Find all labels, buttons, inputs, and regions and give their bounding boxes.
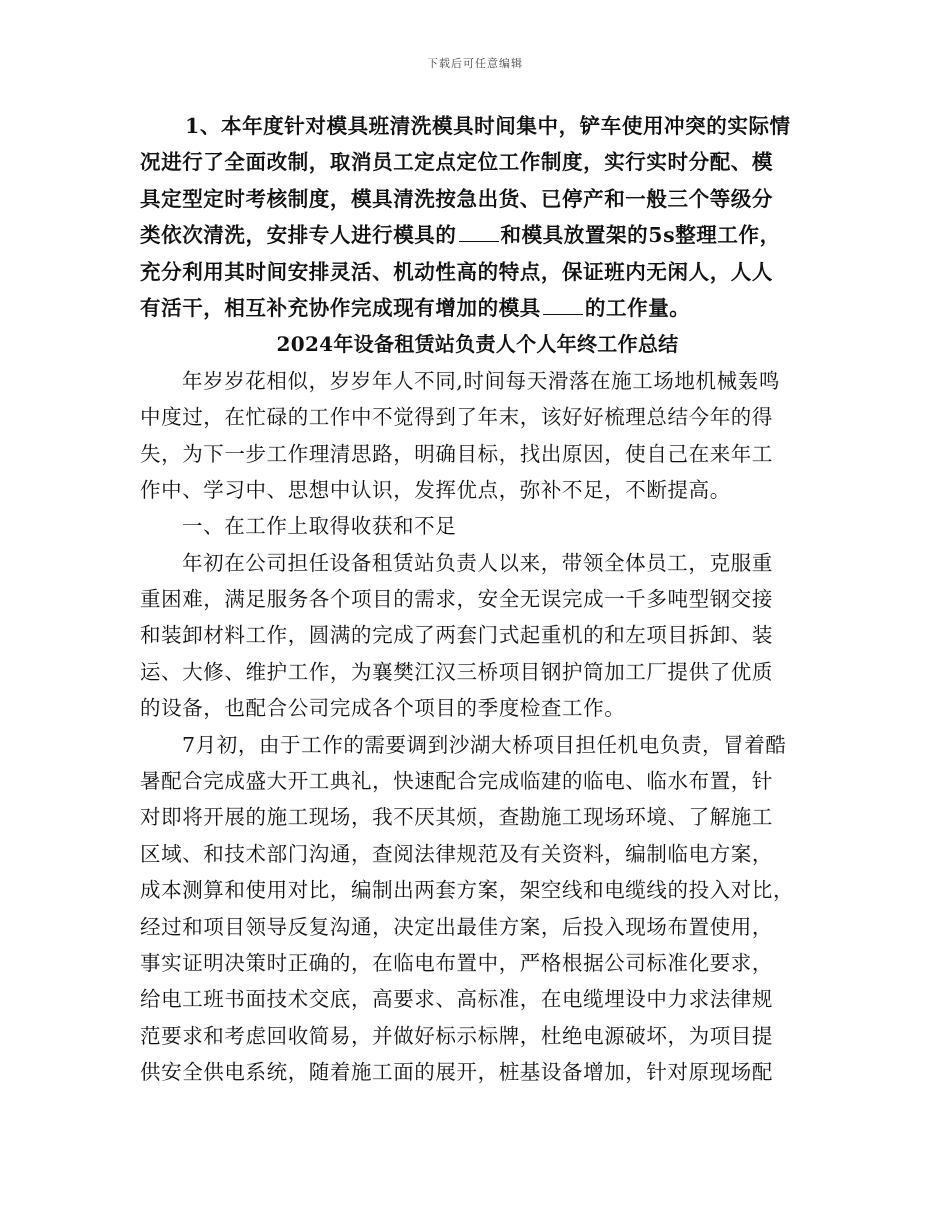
text-line: 运、大修、维护工作，为襄樊江汉三桥项目钢护筒加工厂提供了优质 — [140, 659, 773, 684]
text-line: 和装卸材料工作，圆满的完成了两套门式起重机的和左项目拆卸、装 — [140, 623, 773, 648]
text-line: 成本测算和使用对比，编制出两套方案，架空线和电缆线的投入对比， — [140, 878, 795, 903]
text-segment: 的工作量。 — [584, 295, 691, 320]
document-title: 2024年设备租赁站负责人个人年终工作总结 — [276, 332, 679, 357]
text-line: 经过和项目领导反复沟通，决定出最佳方案，后投入现场布置使用， — [140, 914, 773, 939]
text-line: 作中、学习中、思想中认识，发挥优点，弥补不足，不断提高。 — [140, 477, 731, 502]
text-line: 失，为下一步工作理清思路，明确目标，找出原因，使自己在来年工 — [140, 441, 773, 466]
text-line: 充分利用其时间安排灵活、机动性高的特点，保证班内无闲人，人人 — [140, 259, 773, 284]
paragraph-opening — [140, 363, 815, 509]
text-line: 年初在公司担任设备租赁站负责人以来，带领全体员工，克服重 — [182, 550, 773, 575]
fill-in-blank — [543, 294, 583, 315]
text-line: 1、本年度针对模具班清洗模具时间集中，铲车使用冲突的实际情 — [185, 114, 791, 138]
text-line — [140, 217, 815, 253]
header-note: 下载后可任意编辑 — [427, 57, 523, 70]
text-line: 暑配合完成盛大开工典礼，快速配合完成临建的临电、临水布置，针 — [140, 769, 773, 794]
text-line: 7月初，由于工作的需要调到沙湖大桥项目担任机电负责，冒着酷 — [182, 732, 787, 757]
document-body — [140, 108, 815, 1091]
section-heading: 一、在工作上取得收获和不足 — [182, 514, 457, 539]
fill-in-blank — [459, 221, 499, 242]
text-line: 年岁岁花相似，岁岁年人不同,时间每天滑落在施工场地机械轰鸣 — [182, 368, 780, 393]
text-line: 中度过，在忙碌的工作中不觉得到了年末，该好好梳理总结今年的得 — [140, 405, 773, 430]
text-line: 对即将开展的施工现场，我不厌其烦，查勘施工现场环境、了解施工 — [140, 805, 773, 830]
text-line: 给电工班书面技术交底，高要求、高标准，在电缆埋设中力求法律规 — [140, 987, 773, 1012]
text-line: 范要求和考虑回收简易，并做好标示标牌，杜绝电源破坏，为项目提 — [140, 1023, 773, 1048]
text-segment: 类依次清洗，安排专人进行模具的 — [140, 223, 457, 248]
paragraph-july — [140, 727, 815, 1091]
text-line: 事实证明决策时正确的，在临电布置中，严格根据公司标准化要求， — [140, 950, 773, 975]
text-line: 具定型定时考核制度，模具清洗按急出货、已停产和一般三个等级分 — [140, 186, 773, 211]
paragraph-early-year — [140, 545, 815, 727]
intro-paragraph — [140, 108, 815, 326]
text-segment: 和模具放置架的5s整理工作， — [500, 223, 781, 248]
text-line: 供安全供电系统，随着施工面的展开，桩基设备增加，针对原现场配 — [140, 1060, 773, 1085]
text-line: 区域、和技术部门沟通，查阅法律规范及有关资料，编制临电方案， — [140, 841, 773, 866]
text-segment: 有活干，相互补充协作完成现有增加的模具 — [140, 295, 541, 320]
text-line: 重困难，满足服务各个项目的需求，安全无误完成一千多吨型钢交接 — [140, 587, 773, 612]
text-line: 的设备，也配合公司完成各个项目的季度检查工作。 — [140, 696, 626, 721]
text-line — [140, 290, 815, 326]
text-line: 况进行了全面改制，取消员工定点定位工作制度，实行实时分配、模 — [140, 150, 773, 175]
